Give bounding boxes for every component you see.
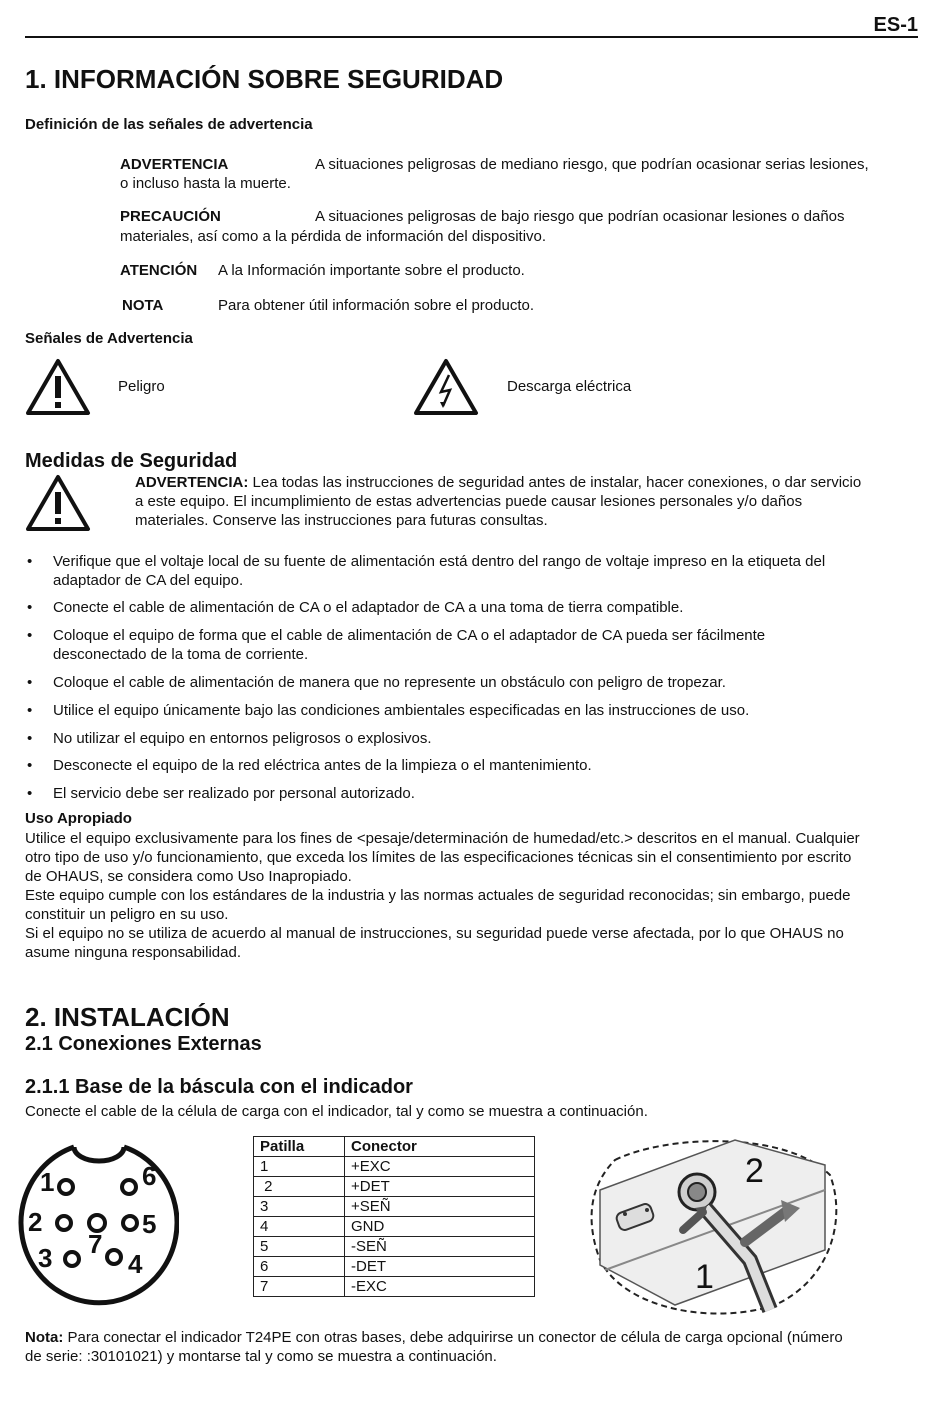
definition-text-advertencia: A situaciones peligrosas de mediano riesgo, que podrían ocasionar serias lesiones, <box>315 156 869 173</box>
definition-text-advertencia-cont: o incluso hasta la muerte. <box>120 175 291 192</box>
pin-label: 7 <box>88 1229 103 1259</box>
table-cell: 5 <box>254 1237 345 1257</box>
section-2-title: 2. INSTALACIÓN <box>25 1002 230 1032</box>
table-cell: -SEÑ <box>345 1237 535 1257</box>
measures-heading: Medidas de Seguridad <box>25 450 238 472</box>
table-header: Conector <box>345 1137 535 1157</box>
measures-warning-line1: Lea todas las instrucciones de seguridad antes de instalar, hacer conexiones, o dar servicio <box>252 474 862 491</box>
header-rule <box>25 36 918 38</box>
table-cell: GND <box>345 1217 535 1237</box>
bullet-line: • El servicio debe ser realizado por personal autorizado. <box>53 785 415 802</box>
note-label: Nota: <box>25 1329 64 1346</box>
list-item <box>25 552 923 590</box>
bullet-line: adaptador de CA del equipo. <box>53 572 244 589</box>
table-cell: 3 <box>254 1197 345 1217</box>
table-cell: -DET <box>345 1257 535 1277</box>
pin-label: 6 <box>142 1161 157 1191</box>
list-item <box>25 598 923 617</box>
bullet-line: • Conecte el cable de alimentación de CA o el adaptador de CA a una toma de tierra compatible. <box>53 599 684 616</box>
table-cell: +DET <box>345 1177 535 1197</box>
photo-label-1: 1 <box>695 1258 714 1296</box>
bullet-line: • Coloque el cable de alimentación de manera que no represente un obstáculo con peligro de tropezar. <box>53 674 726 691</box>
use-paragraph <box>25 829 935 962</box>
list-item <box>25 756 923 775</box>
measures-warning-line2: a este equipo. El incumplimiento de estas advertencias puede causar lesiones personales y/o daños <box>135 493 803 510</box>
bullet-line: • Verifique que el voltaje local de su fuente de alimentación está dentro del rango de voltaje impreso en la etiqueta del <box>53 553 826 570</box>
definition-text-precaucion-cont: materiales, así como a la pérdida de información del dispositivo. <box>120 228 547 245</box>
use-heading: Uso Apropiado <box>25 810 132 827</box>
use-line: otro tipo de uso y/o funcionamiento, que exceda los límites de las especificaciones técnicas sin el consentimiento por escrito <box>25 849 852 866</box>
table-row <box>254 1177 535 1197</box>
pin-label: 5 <box>142 1209 157 1239</box>
table-header-row <box>254 1137 535 1157</box>
definition-text-atencion: A la Información importante sobre el producto. <box>218 262 525 279</box>
warning-triangle-icon <box>25 474 91 532</box>
definitions-heading: Definición de las señales de advertencia <box>25 116 313 133</box>
table-row <box>254 1197 535 1217</box>
definition-text-nota: Para obtener útil información sobre el producto. <box>218 297 535 314</box>
section-2-intro: Conecte el cable de la célula de carga con el indicador, tal y como se muestra a continuación. <box>25 1103 648 1120</box>
table-row <box>254 1237 535 1257</box>
table-cell: -EXC <box>345 1277 535 1297</box>
warning-triangle-icon <box>25 358 91 416</box>
note-paragraph <box>25 1328 935 1366</box>
use-line: Si el equipo no se utiliza de acuerdo al manual de instrucciones, su seguridad puede verse afectada, por lo que OHAUS no <box>25 925 844 942</box>
bullet-line: • Coloque el equipo de forma que el cable de alimentación de CA o el adaptador de CA pueda ser fácilmente <box>53 627 766 644</box>
pin-table <box>253 1136 535 1297</box>
definition-term-atencion: ATENCIÓN <box>120 262 198 279</box>
list-item <box>25 673 923 692</box>
table-row <box>254 1157 535 1177</box>
table-cell: +SEÑ <box>345 1197 535 1217</box>
definition-term-precaucion: PRECAUCIÓN <box>120 208 221 225</box>
measures-warning <box>135 473 935 530</box>
pin-label: 2 <box>28 1207 43 1237</box>
pin-label: 3 <box>38 1243 53 1273</box>
page-number: ES-1 <box>873 14 918 36</box>
use-line: de OHAUS, se considera como Uso Inapropiado. <box>25 868 352 885</box>
signal-label-descarga: Descarga eléctrica <box>507 378 632 395</box>
use-line: Este equipo cumple con los estándares de la industria y las normas actuales de seguridad reconocidas; sin embargo, puede <box>25 887 851 904</box>
list-item <box>25 701 923 720</box>
table-cell: 7 <box>254 1277 345 1297</box>
section-1-title: 1. INFORMACIÓN SOBRE SEGURIDAD <box>25 64 504 94</box>
connection-illustration <box>585 1130 845 1320</box>
connector-pinout-diagram <box>14 1135 179 1310</box>
use-line: constituir un peligro en su uso. <box>25 906 229 923</box>
table-header: Patilla <box>254 1137 345 1157</box>
pin-label: 4 <box>128 1249 143 1279</box>
list-item <box>25 729 923 748</box>
bullet-line: • Desconecte el equipo de la red eléctrica antes de la limpieza o el mantenimiento. <box>53 757 592 774</box>
photo-label-2: 2 <box>745 1152 764 1190</box>
table-cell: 6 <box>254 1257 345 1277</box>
definition-term-nota: NOTA <box>122 297 164 314</box>
definition-term-advertencia: ADVERTENCIA <box>120 156 229 173</box>
definition-text-precaucion: A situaciones peligrosas de bajo riesgo que podrían ocasionar lesiones o daños <box>315 208 845 225</box>
list-item <box>25 626 923 664</box>
signals-heading: Señales de Advertencia <box>25 330 193 347</box>
bullet-line: • No utilizar el equipo en entornos peligrosos o explosivos. <box>53 730 432 747</box>
use-line: Utilice el equipo exclusivamente para los fines de <pesaje/determinación de humedad/etc.> descritos en el manual. Cualquier <box>25 830 860 847</box>
table-cell: 2 <box>254 1177 345 1197</box>
bullet-line: desconectado de la toma de corriente. <box>53 646 309 663</box>
note-line1: Para conectar el indicador T24PE con otras bases, debe adquirirse un conector de célula de carga opcional (número <box>67 1329 843 1346</box>
table-cell: +EXC <box>345 1157 535 1177</box>
table-cell: 1 <box>254 1157 345 1177</box>
measures-warning-line3: materiales. Conserve las instrucciones para futuras consultas. <box>135 512 548 529</box>
signal-label-peligro: Peligro <box>118 378 165 395</box>
table-cell: 4 <box>254 1217 345 1237</box>
note-line2: de serie: :30101021) y montarse tal y como se muestra a continuación. <box>25 1348 497 1365</box>
bullet-line: • Utilice el equipo únicamente bajo las condiciones ambientales especificadas en las instrucciones de uso. <box>53 702 750 719</box>
list-item <box>25 784 923 803</box>
use-line: asume ninguna responsabilidad. <box>25 944 241 961</box>
table-row <box>254 1217 535 1237</box>
measures-warning-label: ADVERTENCIA: <box>135 474 249 491</box>
table-row <box>254 1277 535 1297</box>
table-row <box>254 1257 535 1277</box>
electric-shock-icon <box>413 358 479 416</box>
pin-label: 1 <box>40 1167 55 1197</box>
section-2-1-title: 2.1 Conexiones Externas <box>25 1033 262 1055</box>
section-2-1-1-title: 2.1.1 Base de la báscula con el indicador <box>25 1076 413 1098</box>
